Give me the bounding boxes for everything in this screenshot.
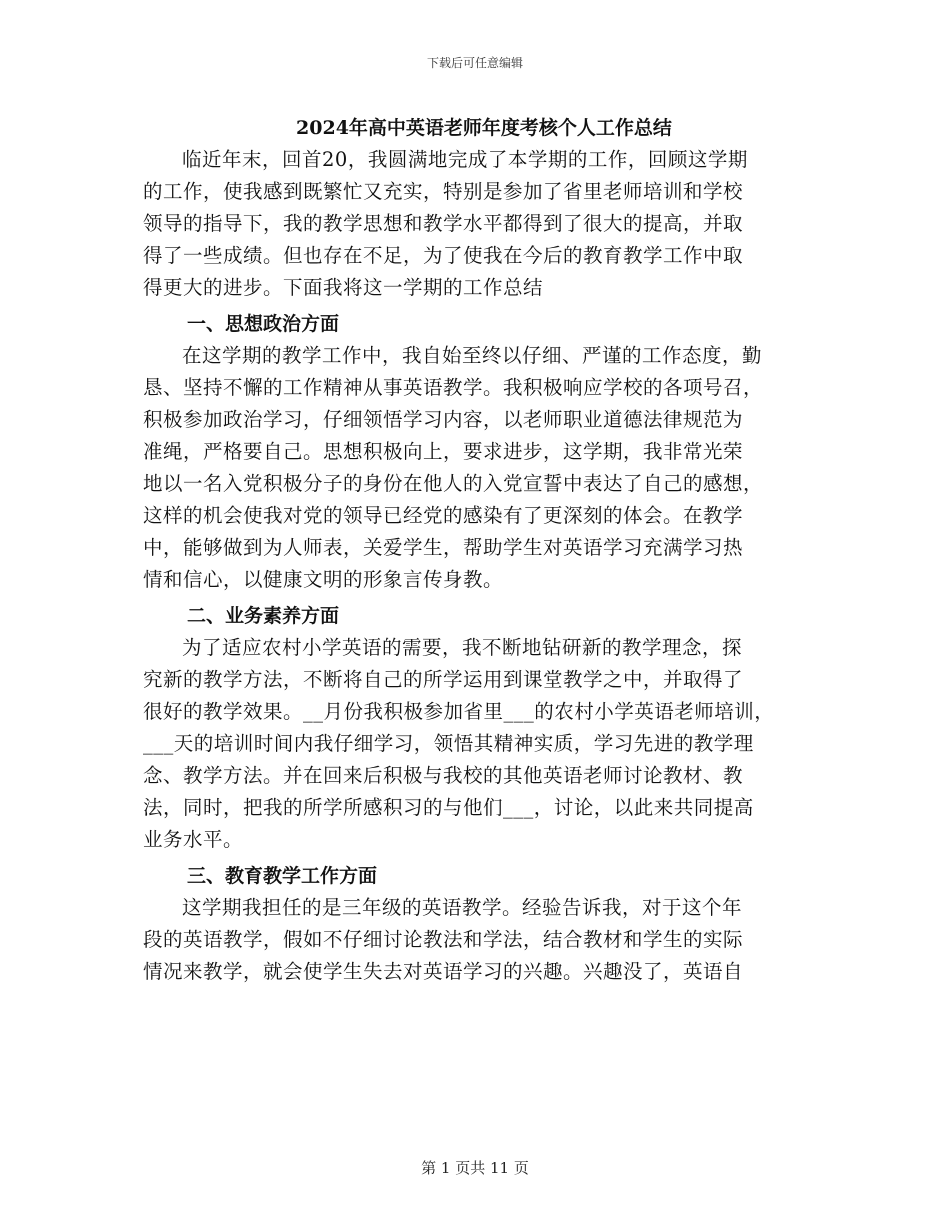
paragraph-line: 这样的机会使我对党的领导已经党的感染有了更深刻的体会。在教学 [143, 504, 744, 527]
paragraph-line: 这学期我担任的是三年级的英语教学。经验告诉我，对于这个年 [182, 896, 743, 919]
paragraph-line: 的工作，使我感到既繁忙又充实，特别是参加了省里老师培训和学校 [143, 180, 744, 203]
paragraph-line: 得更大的进步。下面我将这一学期的工作总结 [143, 276, 544, 299]
section-heading-professional: 二、业务素养方面 [187, 605, 340, 627]
section-heading-ideology: 一、思想政治方面 [187, 313, 340, 335]
document-title: 2024年高中英语老师年度考核个人工作总结 [296, 117, 672, 139]
paragraph-line: 准绳，严格要自己。思想积极向上，要求进步，这学期，我非常光荣 [143, 440, 744, 463]
intro-paragraph [143, 144, 815, 304]
paragraph-line: 很好的教学效果。__月份我积极参加省里___的农村小学英语老师培训， [143, 700, 775, 723]
paragraph-line: 积极参加政治学习，仔细领悟学习内容，以老师职业道德法律规范为 [143, 408, 744, 431]
paragraph-line: 得了一些成绩。但也存在不足，为了使我在今后的教育教学工作中取 [143, 244, 744, 267]
paragraph-line: 业务水平。 [143, 828, 244, 851]
page-number-footer: 第 1 页共 11 页 [421, 1159, 529, 1177]
paragraph-line: 究新的教学方法，不断将自己的所学运用到课堂教学之中，并取得了 [143, 668, 744, 691]
paragraph-line: 为了适应农村小学英语的需要，我不断地钻研新的教学理念，探 [182, 636, 743, 659]
paragraph-line: 情况来教学，就会使学生失去对英语学习的兴趣。兴趣没了，英语自 [143, 960, 744, 983]
section-paragraph-ideology [143, 340, 815, 596]
paragraph-line: 法，同时，把我的所学所感积习的与他们___，讨论，以此来共同提高 [143, 796, 754, 819]
paragraph-line: 在这学期的教学工作中，我自始至终以仔细、严谨的工作态度，勤 [182, 344, 763, 367]
paragraph-line: 念、教学方法。并在回来后积极与我校的其他英语老师讨论教材、教 [143, 764, 744, 787]
paragraph-line: 临近年末，回首20，我圆满地完成了本学期的工作，回顾这学期 [182, 148, 748, 171]
paragraph-line: 领导的指导下，我的教学思想和教学水平都得到了很大的提高，并取 [143, 212, 744, 235]
paragraph-line: 恳、坚持不懈的工作精神从事英语教学。我积极响应学校的各项号召， [143, 376, 764, 399]
document-body [143, 112, 815, 988]
paragraph-line: 中，能够做到为人师表，关爱学生，帮助学生对英语学习充满学习热 [143, 536, 744, 559]
paragraph-line: 情和信心，以健康文明的形象言传身教。 [143, 568, 504, 591]
paragraph-line: 段的英语教学，假如不仔细讨论教法和学法，结合教材和学生的实际 [143, 928, 744, 951]
section-heading-teaching: 三、教育教学工作方面 [187, 865, 378, 887]
page-header-note: 下载后可任意编辑 [426, 56, 523, 70]
section-paragraph-teaching [143, 892, 815, 988]
paragraph-line: 地以一名入党积极分子的身份在他人的入党宣誓中表达了自己的感想， [143, 472, 764, 495]
section-paragraph-professional [143, 632, 815, 856]
paragraph-line: ___天的培训时间内我仔细学习，领悟其精神实质，学习先进的教学理 [143, 732, 754, 755]
